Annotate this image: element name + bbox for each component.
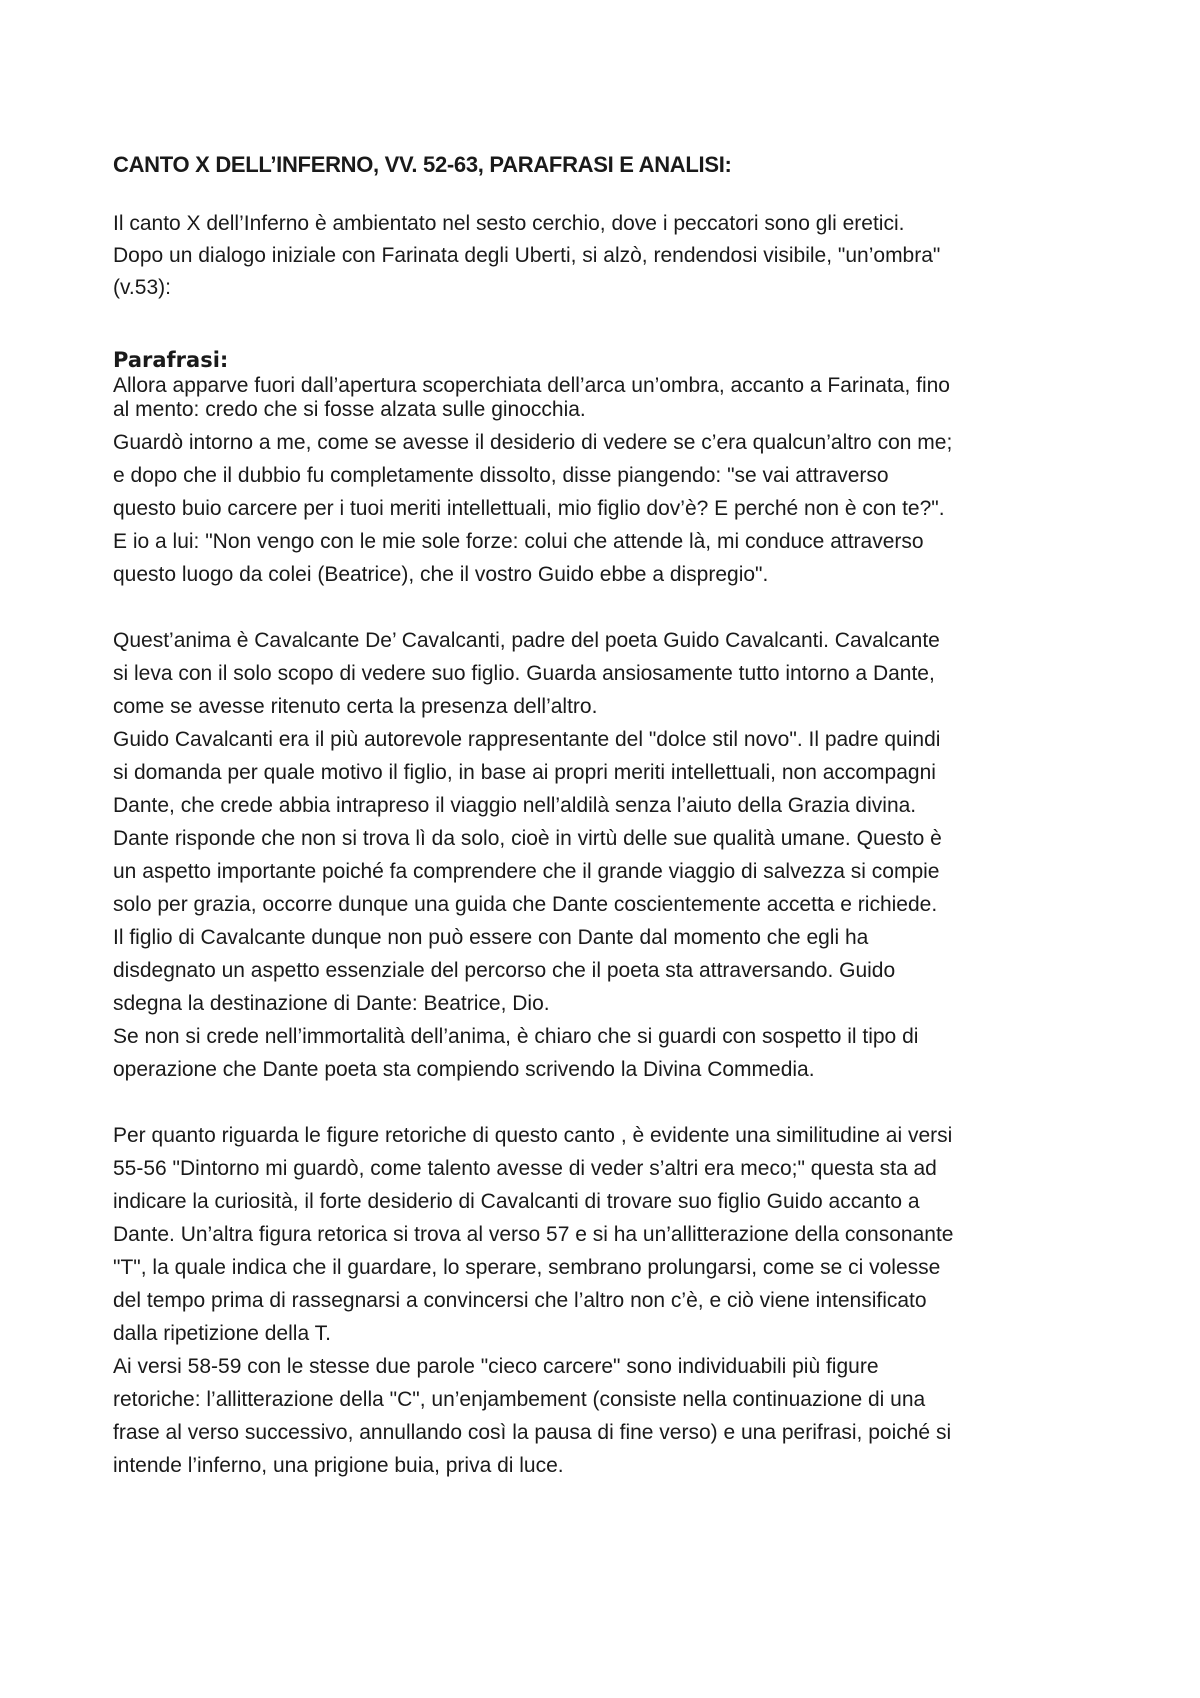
intro-line: Dopo un dialogo iniziale con Farinata degli Uberti, si alzò, rendendosi visibile, "un’ombra" — [113, 244, 941, 267]
analysis-line: sdegna la destinazione di Dante: Beatrice, Dio. — [113, 992, 550, 1015]
rhetoric-line: retoriche: l’allitterazione della "C", un’enjambement (consiste nella continuazione di una — [113, 1388, 926, 1411]
parafrasi-line: E io a lui: "Non vengo con le mie sole forze: colui che attende là, mi conduce attraverso — [113, 530, 924, 553]
parafrasi-first-paragraph — [113, 374, 1103, 422]
analysis-line: Se non si crede nell’immortalità dell’anima, è chiaro che si guardi con sospetto il tipo di — [113, 1025, 919, 1048]
parafrasi-line: Guardò intorno a me, come se avesse il desiderio di vedere se c’era qualcun’altro con me; — [113, 431, 953, 454]
analysis-line: come se avesse ritenuto certa la presenza dell’altro. — [113, 695, 598, 718]
rhetoric-line: intende l’inferno, una prigione buia, priva di luce. — [113, 1454, 564, 1477]
analysis-line: Dante risponde che non si trova lì da solo, cioè in virtù delle sue qualità umane. Questo è — [113, 827, 942, 850]
rhetoric-paragraph — [113, 1119, 1103, 1482]
parafrasi-line: questo luogo da colei (Beatrice), che il vostro Guido ebbe a dispregio". — [113, 563, 769, 586]
parafrasi-line: questo buio carcere per i tuoi meriti intellettuali, mio figlio dov’è? E perché non è con te?". — [113, 497, 945, 520]
parafrasi-line: al mento: credo che si fosse alzata sulle ginocchia. — [113, 398, 586, 421]
paragraph-gap — [113, 1086, 1103, 1119]
rhetoric-line: frase al verso successivo, annullando così la pausa di fine verso) e una perifrasi, poiché si — [113, 1421, 952, 1444]
rhetoric-line: "T", la quale indica che il guardare, lo sperare, sembrano prolungarsi, come se ci volesse — [113, 1256, 941, 1279]
analysis-line: un aspetto importante poiché fa comprendere che il grande viaggio di salvezza si compie — [113, 860, 940, 883]
document-title: CANTO X DELL’INFERNO, VV. 52-63, PARAFRASI E ANALISI: — [113, 152, 732, 177]
analysis-line: Guido Cavalcanti era il più autorevole rappresentante del "dolce stil novo". Il padre quindi — [113, 728, 941, 751]
parafrasi-line: e dopo che il dubbio fu completamente dissolto, disse piangendo: "se vai attraverso — [113, 464, 889, 487]
analysis-line: disdegnato un aspetto essenziale del percorso che il poeta sta attraversando. Guido — [113, 959, 896, 982]
analysis-line: Dante, che crede abbia intrapreso il viaggio nell’aldilà senza l’aiuto della Grazia divina. — [113, 794, 917, 817]
parafrasi-line: Allora apparve fuori dall’apertura scoperchiata dell’arca un’ombra, accanto a Farinata, fino — [113, 374, 950, 397]
analysis-line: si domanda per quale motivo il figlio, in base ai propri meriti intellettuali, non accompagni — [113, 761, 936, 784]
analysis-line: Il figlio di Cavalcante dunque non può essere con Dante dal momento che egli ha — [113, 926, 869, 949]
analysis-line: operazione che Dante poeta sta compiendo scrivendo la Divina Commedia. — [113, 1058, 815, 1081]
analysis-paragraph — [113, 624, 1103, 1086]
intro-line: (v.53): — [113, 276, 171, 299]
rhetoric-line: dalla ripetizione della T. — [113, 1322, 331, 1345]
parafrasi-heading: Parafrasi: — [113, 348, 229, 372]
rhetoric-line: Per quanto riguarda le figure retoriche di questo canto , è evidente una similitudine ai versi — [113, 1124, 953, 1147]
analysis-line: si leva con il solo scopo di vedere suo figlio. Guarda ansiosamente tutto intorno a Dante, — [113, 662, 935, 685]
document-content — [113, 150, 1103, 1482]
intro-paragraph — [113, 208, 1103, 304]
rhetoric-line: 55-56 "Dintorno mi guardò, come talento avesse di veder s’altri era meco;" questa sta ad — [113, 1157, 937, 1180]
rhetoric-line: Ai versi 58-59 con le stesse due parole "cieco carcere" sono individuabili più figure — [113, 1355, 879, 1378]
parafrasi-paragraph — [113, 426, 1103, 591]
analysis-line: solo per grazia, occorre dunque una guida che Dante coscientemente accetta e richiede. — [113, 893, 938, 916]
intro-line: Il canto X dell’Inferno è ambientato nel sesto cerchio, dove i peccatori sono gli eretici. — [113, 212, 905, 235]
analysis-line: Quest’anima è Cavalcante De’ Cavalcanti, padre del poeta Guido Cavalcanti. Cavalcante — [113, 629, 940, 652]
rhetoric-line: del tempo prima di rassegnarsi a convincersi che l’altro non c’è, e ciò viene intensificato — [113, 1289, 927, 1312]
rhetoric-line: Dante. Un’altra figura retorica si trova al verso 57 e si ha un’allitterazione della consonante — [113, 1223, 954, 1246]
paragraph-gap — [113, 591, 1103, 624]
rhetoric-line: indicare la curiosità, il forte desiderio di Cavalcanti di trovare suo figlio Guido accanto a — [113, 1190, 920, 1213]
